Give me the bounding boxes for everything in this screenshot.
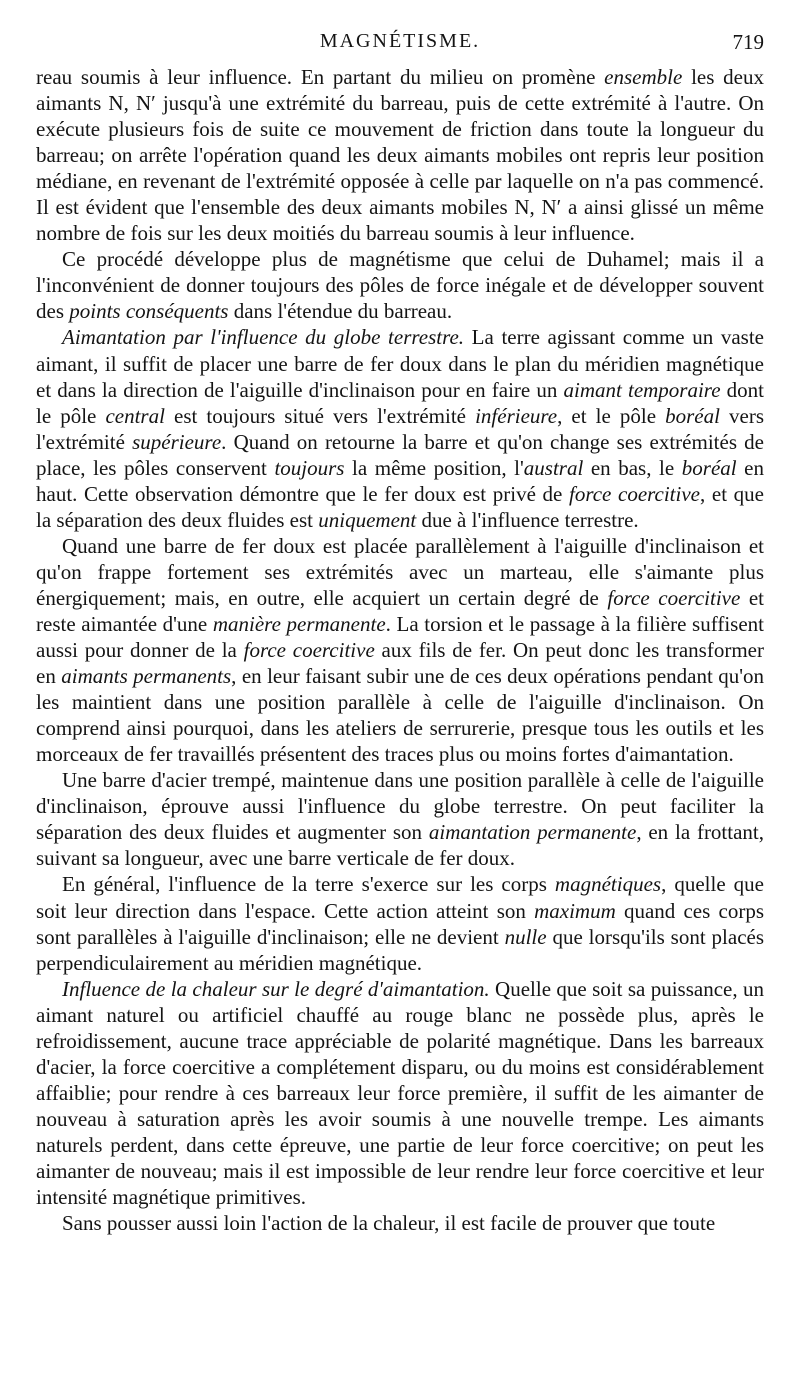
italic-text: Aimantation par l'influence du globe terrestre. — [62, 325, 465, 350]
running-title: MAGNÉTISME. — [319, 30, 481, 52]
text-run: dans l'étendue du barreau. — [228, 299, 453, 324]
italic-text: aimantation permanente — [428, 820, 637, 845]
text-run: vers l'extrémité — [36, 403, 764, 454]
italic-text: force coercitive — [243, 638, 375, 663]
italic-text: Influence de la chaleur sur le degré d'aimantation. — [62, 976, 490, 1001]
text-run: Sans pousser aussi loin l'action de la chaleur, il est facile de prouver que toute — [62, 1211, 716, 1236]
italic-text: boréal — [665, 403, 720, 428]
paragraph — [36, 64, 764, 246]
text-run: est toujours situé vers l'extrémité — [164, 403, 476, 428]
body-text — [36, 64, 764, 1236]
text-run: , en leur faisant subir une de ces deux opérations pendant qu'on les maintient dans une position parallèle à celle de l'aiguille d'inclinaison. On comprend ainsi pourquoi, dans les ateliers de serrurerie, presque tous les outils et les morceaux de fer travaillés présentent des traces plus ou moins fortes d'aimantation. — [36, 664, 764, 767]
text-run: reau soumis à leur influence. En partant du milieu on promène — [36, 65, 605, 89]
paragraph — [36, 767, 764, 871]
text-run: aux fils de fer. On peut donc les transformer en — [36, 638, 764, 689]
italic-text: force coercitive — [607, 585, 741, 610]
text-run: et reste aimantée d'une — [36, 585, 765, 636]
italic-text: magnétiques — [554, 872, 662, 897]
italic-text: manière permanente — [212, 611, 386, 636]
paragraph — [36, 976, 764, 1210]
paragraph — [36, 246, 764, 324]
italic-text: boréal — [681, 455, 737, 480]
text-run: Ce procédé développe plus de magnétisme que celui de Duhamel; mais il a l'inconvénient de donner toujours des pôles de force inégale et de développer souvent des — [36, 247, 764, 324]
italic-text: aimant temporaire — [563, 377, 721, 402]
text-run: quand ces corps sont parallèles à l'aiguille d'inclinaison; elle ne devient — [36, 898, 764, 949]
italic-text: nulle — [504, 924, 547, 949]
paragraph — [36, 324, 764, 532]
text-run: Quand une barre de fer doux est placée parallèlement à l'aiguille d'inclinaison et qu'on frappe fortement ses extrémités avec un marteau, elle s'aimante plus énergiquement; mais, en outre, elle acquiert un certain degré de — [36, 533, 764, 610]
text-run: En général, l'influence de la terre s'exerce sur les corps — [62, 872, 555, 897]
text-run: en bas, le — [583, 455, 682, 480]
text-run: due à l'influence terrestre. — [416, 507, 639, 532]
italic-text: austral — [523, 455, 584, 480]
italic-text: maximum — [534, 898, 616, 923]
italic-text: toujours — [274, 455, 345, 480]
text-run: . Quand on retourne la barre et qu'on change ses extrémités de place, les pôles conservent — [36, 429, 764, 480]
paragraph — [36, 871, 764, 975]
italic-text: uniquement — [318, 507, 417, 532]
text-run: Quelle que soit sa puissance, un aimant naturel ou artificiel chauffé au rouge blanc ne possède plus, après le refroidissement, aucune trace appréciable de polarité magnétique. Dans les barreaux d'acier, la force coercitive a complétement disparu, ou du moins est considérablement affaiblie; pour rendre à ces barreaux leur force première, il suffit de les aimanter de nouveau à saturation après les avoir soumis à une nouvelle trempe. Les aimants naturels perdent, dans cette épreuve, une partie de leur force coercitive; on peut les aimanter de nouveau; mais il est impossible de leur rendre leur force coercitive et leur intensité magnétique primitives. — [36, 976, 764, 1210]
text-run: dont le pôle — [36, 377, 764, 428]
text-run: La terre agissant comme un vaste aimant, il suffit de placer une barre de fer doux dans le plan du méridien magnétique et dans la direction de l'aiguille d'inclinaison pour en faire un — [36, 325, 764, 402]
italic-text: points conséquents — [69, 299, 229, 324]
running-header — [36, 24, 764, 56]
text-run: la même position, l' — [344, 455, 524, 480]
page-number: 719 — [732, 30, 764, 54]
paragraph — [36, 533, 764, 767]
text-run: , et le pôle — [557, 403, 666, 428]
text-run: Une barre d'acier trempé, maintenue dans une position parallèle à celle de l'aiguille d'inclinaison, éprouve aussi l'influence du globe terrestre. On peut faciliter la séparation des deux fluides et augmenter son — [36, 768, 764, 845]
italic-text: ensemble — [604, 65, 683, 89]
italic-text: aimants permanents — [61, 664, 232, 689]
text-run: en haut. Cette observation démontre que le fer doux est privé de — [36, 455, 764, 506]
italic-text: supérieure — [132, 429, 222, 454]
text-run: , quelle que soit leur direction dans l'espace. Cette action atteint son — [36, 872, 764, 923]
text-run: . La torsion et le passage à la filière suffisent aussi pour donner de la — [36, 611, 764, 663]
italic-text: inférieure — [475, 403, 558, 428]
text-run: les deux aimants N, N′ jusqu'à une extrémité du barreau, puis de cette extrémité à l'autre. On exécute plusieurs fois de suite ce mouvement de friction dans toute la longueur du barreau; on arrête l'opération quand les deux aimants mobiles ont repris leur position médiane, en revenant de l'extrémité opposée à celle par laquelle on n'a pas commencé. Il est évident que l'ensemble des deux aimants mobiles N, N′ a ainsi glissé un même nombre de fois sur les deux moitiés du barreau soumis à leur influence. — [36, 65, 764, 246]
text-run: que lorsqu'ils sont placés perpendiculairement au méridien magnétique. — [36, 924, 765, 975]
text-run: , en la frottant, suivant sa longueur, avec une barre verticale de fer doux. — [36, 820, 765, 871]
italic-text: force coercitive — [569, 481, 700, 506]
text-run: , et que la séparation des deux fluides est — [36, 481, 764, 532]
paragraph — [36, 1210, 764, 1236]
italic-text: central — [105, 403, 165, 428]
